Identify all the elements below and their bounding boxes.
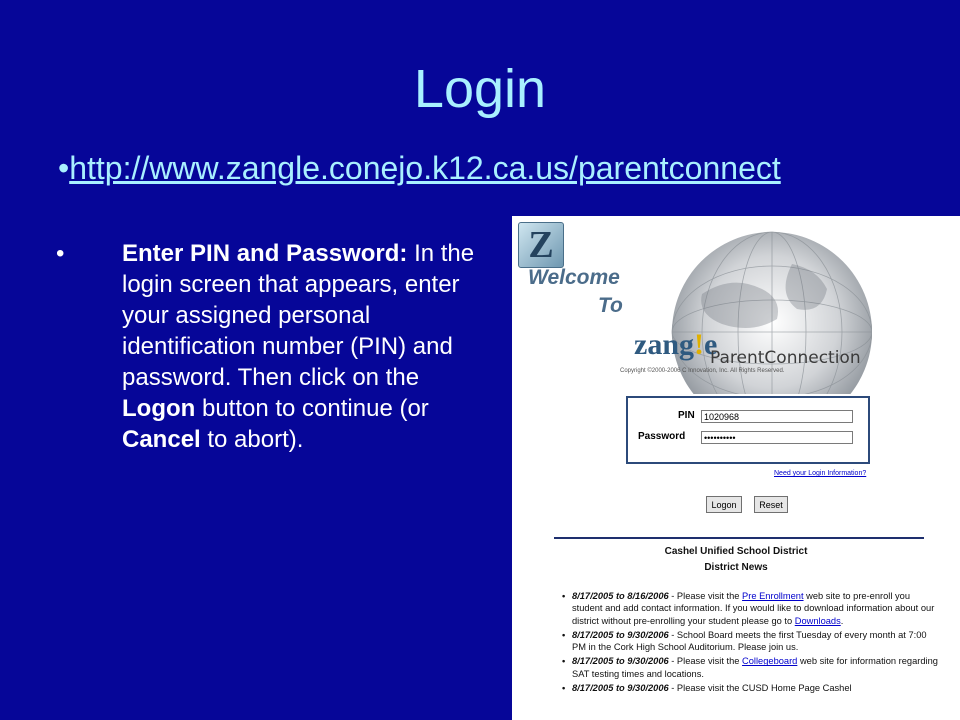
pin-field[interactable]: 1020968 (701, 410, 853, 423)
news-list (562, 590, 942, 696)
instruction-part3: to abort). (200, 426, 304, 453)
district-news-heading: District News (704, 562, 768, 573)
to-heading: To (598, 294, 623, 317)
password-label: Password (638, 431, 686, 442)
zangle-brand: zang!e (634, 328, 718, 361)
parentconnection-brand: ParentConnection (710, 348, 861, 368)
news-divider (554, 537, 924, 539)
login-box (626, 396, 870, 464)
slide-title: Login (413, 59, 547, 119)
pre-enrollment-link[interactable]: Pre Enrollment (742, 591, 804, 601)
instruction-cancel: Cancel (122, 426, 201, 453)
news-item: • 8/17/2005 to 9/30/2006 - School Board meets the first Tuesday of every month at 7:00 PM in the Cork High School Auditorium. Please join us. (562, 629, 942, 654)
reset-button[interactable]: Reset (754, 496, 788, 513)
downloads-link[interactable]: Downloads (794, 615, 841, 626)
instruction-text (122, 238, 492, 455)
instruction-lead: Enter PIN and Password: (122, 240, 408, 267)
instruction-part1: In the login screen that appears, enter your assigned personal identification number (PIN) and password. Then click on the (122, 240, 475, 391)
instruction-logon: Logon (122, 395, 196, 422)
news-item: • 8/17/2005 to 8/16/2006 - Please visit the Pre Enrollment web site to pre-enroll you student and add contact information. If you would like to download information about our district without pre-enrolling your student please go to Downloads. (562, 590, 942, 627)
login-screenshot (512, 216, 960, 720)
login-help-link[interactable]: Need your Login Information? (774, 470, 867, 477)
news-item: • 8/17/2005 to 9/30/2006 - Please visit the Collegeboard web site for information regarding SAT testing times and locations. (562, 655, 942, 680)
parentconnect-url-link[interactable]: http://www.zangle.conejo.k12.ca.us/parentconnect (69, 150, 781, 186)
zangle-logo-icon: Z (518, 222, 564, 268)
news-item: • 8/17/2005 to 9/30/2006 - Please visit the CUSD Home Page Cashel (562, 682, 942, 694)
welcome-heading: Welcome (528, 266, 620, 289)
instruction-bullet-dot: • (56, 240, 65, 267)
logon-button[interactable]: Logon (706, 496, 742, 513)
pin-label: PIN (678, 410, 695, 421)
district-name: Cashel Unified School District (664, 546, 808, 557)
password-field[interactable]: •••••••••• (701, 431, 853, 444)
instruction-part2: button to continue (or (195, 395, 429, 422)
url-bullet-line (58, 150, 781, 187)
collegeboard-link[interactable]: Collegeboard (742, 656, 798, 667)
url-bullet: • (58, 150, 70, 186)
copyright-text: Copyright ©2000-2006 C Innovation, Inc. All Rights Reserved. (620, 368, 785, 374)
